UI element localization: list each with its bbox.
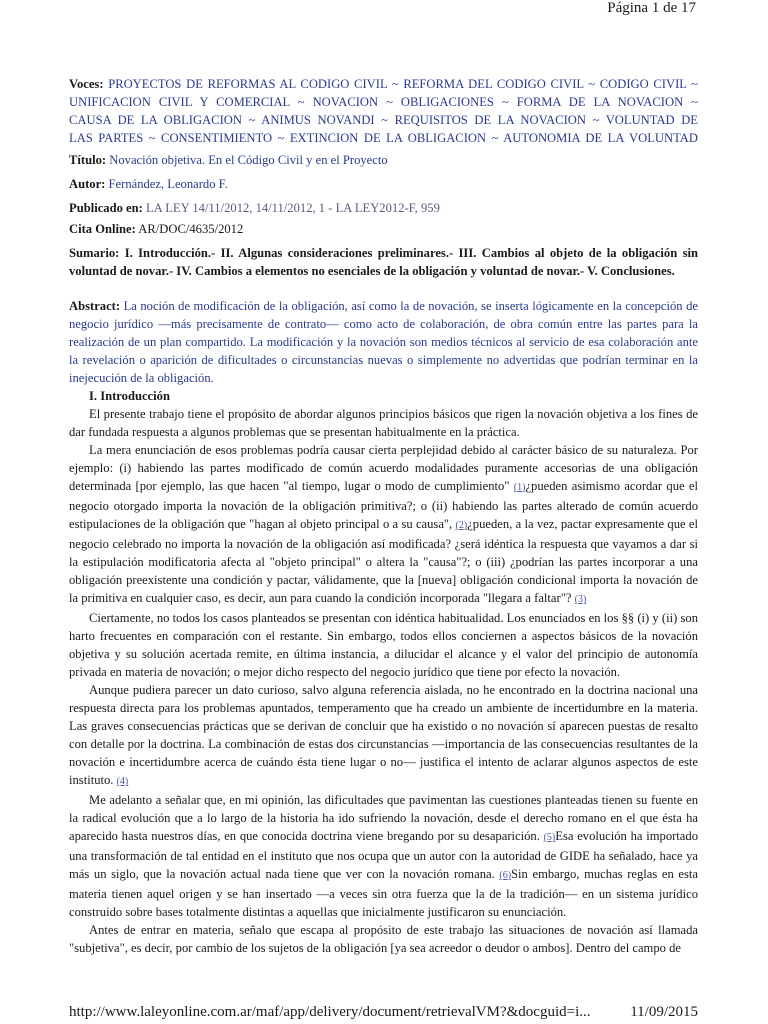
publicado-label: Publicado en: (69, 201, 143, 215)
published-row (69, 199, 698, 217)
paragraph-4: Aunque pudiera parecer un dato curioso, salvo alguna referencia aislada, no he encontrado en la doctrina nacional una respuesta directa para los problemas apuntados, temperamento que ha creado un ambiente de incertidumbre en la materia. Las graves consecuencias prácticas que se derivan de concluir que ha existido o no novación sí aparecen puestas de resalto con detalle por la doctrina. La combinación de estas dos circunstancias —importancia de las consecuencias resultantes de la novación e incertidumbre acerca de cuándo ésta tiene lugar o no— justifica el intento de aclarar algunos aspectos de este instituto. (4) (69, 683, 698, 787)
voces-label: Voces: (69, 77, 104, 91)
paragraph-6: Antes de entrar en materia, señalo que escapa al propósito de este trabajo las situaciones de novación así llamada "subjetiva", es decir, por cambio de los sujetos de la obligación [ya sea acreedor o deudor o ambos]. Dentro del campo de (69, 923, 698, 955)
titulo-value[interactable]: Novación objetiva. En el Código Civil y en el Proyecto (109, 153, 388, 167)
paragraph-1: El presente trabajo tiene el propósito de abordar algunos principios básicos que rigen la novación objetiva a los fines de dar fundada respuesta a algunos problemas que se presentan habitualmente en la práctica. (69, 407, 698, 439)
voces-line-4[interactable]: LAS PARTES ~ CONSENTIMIENTO ~ EXTINCION DE LA OBLIGACION ~ AUTONOMIA DE LA VOLUNTAD (69, 131, 698, 145)
cita-row (69, 220, 698, 238)
voces-line-3[interactable]: CAUSA DE LA OBLIGACION ~ ANIMUS NOVANDI ~ REQUISITOS DE LA NOVACION ~ VOLUNTAD DE (69, 113, 698, 127)
autor-value[interactable]: Fernández, Leonardo F. (108, 177, 228, 191)
cita-value: AR/DOC/4635/2012 (138, 222, 244, 236)
cita-label: Cita Online: (69, 222, 136, 236)
footnote-link-2[interactable]: (2) (455, 520, 468, 531)
footnote-link-4[interactable]: (4) (116, 776, 129, 787)
publicado-value[interactable]: LA LEY 14/11/2012, 14/11/2012, 1 - LA LEY2012-F, 959 (145, 201, 440, 215)
document-body (69, 75, 698, 957)
autor-label: Autor: (69, 177, 106, 191)
abstract-text: La noción de modificación de la obligación, así como la de novación, se inserta lógicamente en la concepción de negocio jurídico —más precisamente de contrato— como acto de colaboración, de obra común entre las partes para la realización de un plan compartido. La modificación y la novación son medios técnicos al servicio de esa colaboración ante la revelación o aparición de dificultades o circunstancias nuevas o simplemente no advertidas que podrían terminar en la inejecución de la obligación. (69, 299, 698, 385)
footnote-link-1[interactable]: (1) (513, 482, 526, 493)
paragraph-2: La mera enunciación de esos problemas podría causar cierta perplejidad debido al carácter básico de su naturaleza. Por ejemplo: (i) habiendo las partes modificado de común acuerdo modalidades puramente accesorias de una obligación determinada [por ejemplo, las que hacen "al tiempo, lugar o modo de cumplimiento" (1)¿pueden asimismo acordar que el negocio otorgado importa la novación de la obligación primitiva?; o (ii) habiendo las partes alterado de común acuerdo estipulaciones de la obligación que "hagan al objeto principal o a su causa", (2)¿pueden, a la vez, pactar expresamente que el negocio celebrado no importa la novación de la obligación así modificada? ¿será idéntica la respuesta que vayamos a dar si la estipulación modificatoria afecta al "objeto principal" o altera la "causa"?; o (iii) ¿podrían las partes incorporar a una obligación preexistente una condición y pactar, válidamente, que la [nueva] obligación condicional importa la novación de la primitiva en cualquier caso, es decir, aun para cuando la condición incorporada "llegara a faltar"? (3) (69, 443, 698, 605)
paragraph-5: Me adelanto a señalar que, en mi opinión, las dificultades que pavimentan las cuestiones planteadas tienen su fuente en la radical evolución que a lo largo de la historia ha ido sufriendo la novación, desde el derecho romano en el que ésta ha aparecido hasta nuestros días, en que conocida doctrina viene bregando por su desaparición. (5)Esa evolución ha importado una transformación de tal entidad en el instituto que nos ocupa que un autor con la autoridad de GIDE ha señalado, hace ya más un siglo, que la novación actual nada tiene que ver con la novación romana. (6)Sin embargo, muchas reglas en esta materia tienen aquel origen y se han insertado —a veces sin otra fuerza que la de la tradición— en un sistema jurídico construido sobre bases totalmente distintas a aquellas que inicialmente justificaron su enunciación. (69, 793, 698, 919)
voces-line-2[interactable]: UNIFICACION CIVIL Y COMERCIAL ~ NOVACION ~ OBLIGACIONES ~ FORMA DE LA NOVACION ~ (69, 95, 698, 109)
footnote-link-6[interactable]: (6) (499, 870, 512, 881)
voces-block (69, 75, 698, 147)
page-footer (69, 1004, 698, 1021)
paragraph-3: Ciertamente, no todos los casos planteados se presentan con idéntica habitualidad. Los enunciados en los §§ (i) y (ii) son harto frecuentes en comparación con el restante. Sin embargo, todos ellos conciernen a aspectos básicos de la novación objetiva y su solución acertada remite, en última instancia, a dilucidar el alcance y el valor del principio de autonomía privada en materia de novación; o mejor dicho respecto del negocio jurídico que tiene por efecto la novación. (69, 611, 698, 679)
footer-date: 11/09/2015 (630, 1004, 698, 1020)
title-row (69, 151, 698, 169)
page-number: Página 1 de 17 (607, 0, 696, 16)
sumario-line-1: Sumario: I. Introducción.- II. Algunas consideraciones preliminares.- III. Cambios al objeto de la obligación sin (69, 246, 698, 260)
footer-url: http://www.laleyonline.com.ar/maf/app/delivery/document/retrievalVM?&docguid=i... (69, 1004, 591, 1020)
section-title: I. Introducción (89, 389, 170, 403)
sumario-line-2: voluntad de novar.- IV. Cambios a elementos no esenciales de la obligación y voluntad de novar.- V. Conclusiones. (69, 264, 675, 278)
author-row (69, 175, 698, 193)
abstract (69, 297, 698, 387)
abstract-label: Abstract: (69, 299, 121, 313)
footnote-link-3[interactable]: (3) (574, 594, 587, 605)
titulo-label: Título: (69, 153, 107, 167)
voces-line-1[interactable]: PROYECTOS DE REFORMAS AL CODIGO CIVIL ~ REFORMA DEL CODIGO CIVIL ~ CODIGO CIVIL ~ (108, 77, 698, 91)
footnote-link-5[interactable]: (5) (543, 832, 556, 843)
